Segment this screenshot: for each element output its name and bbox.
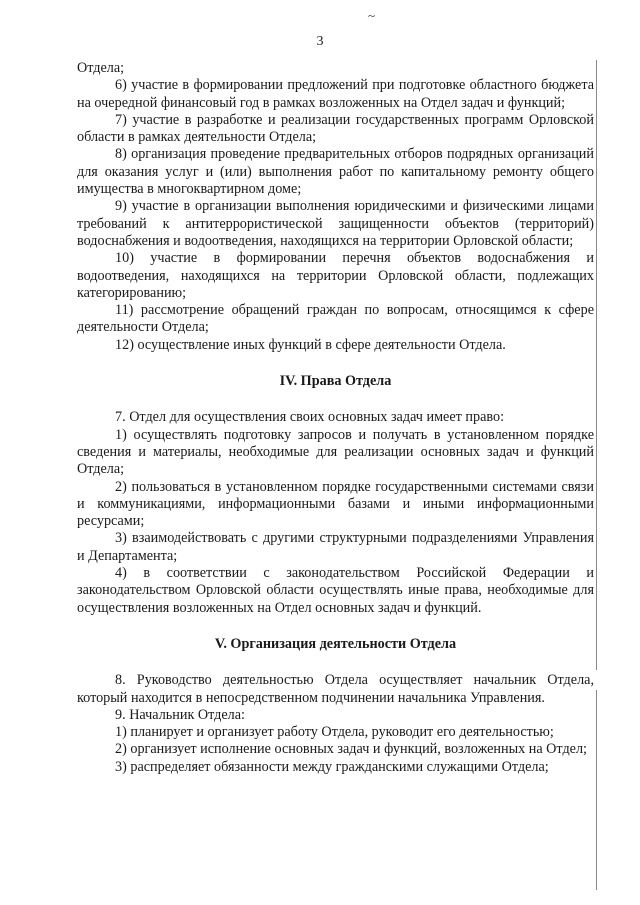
document-body [77, 60, 594, 776]
paragraph: 7. Отдел для осуществления своих основных задач имеет право: [115, 409, 505, 426]
rights-list [77, 409, 594, 617]
paragraph: 1) осуществлять подготовку запросов и получать в установленном порядке сведения и материалы, необходимые для реализации основных задач и функций Отдела; [77, 426, 594, 478]
paragraph: 12) осуществление иных функций в сфере деятельности Отдела. [115, 336, 506, 353]
paragraph: 1) планирует и организует работу Отдела, руководит его деятельностью; [115, 724, 554, 741]
section-heading-organization: V. Организация деятельности Отдела [214, 635, 457, 652]
paragraph: 9) участие в организации выполнения юридическими и физическими лицами требований к антитеррористической защищенности объектов (территорий) водоснабжения и водоотведения, находящихся на территории Орловской области; [77, 198, 594, 249]
organization-list [77, 672, 594, 776]
paragraph: 3) распределяет обязанности между гражданскими служащими Отдела; [115, 758, 549, 775]
paragraph: 8. Руководство деятельностью Отдела осуществляет начальник Отдела, который находится в непосредственном подчинении начальника Управления. [77, 672, 594, 706]
paragraph: 4) в соответствии с законодательством Российской Федерации и законодательством Орловской области осуществлять иные права, необходимые для осуществления возложенных на Отдел основных задач и функций. [77, 565, 594, 616]
scan-edge-line [596, 690, 597, 890]
paragraph: 8) организация проведение предварительных отборов подрядных организаций для оказания услуг и (или) выполнения работ по капитальному ремонту общего имущества в многоквартирном доме; [77, 146, 594, 198]
section-heading-rights: IV. Права Отдела [279, 373, 392, 390]
scan-mark: ~ [368, 8, 376, 23]
paragraph-lead: Отдела; [77, 60, 125, 76]
paragraph: 10) участие в формировании перечня объектов водоснабжения и водоотведения, находящихся на территории Орловской области, подлежащих категорированию; [77, 250, 594, 301]
functions-list [77, 77, 594, 354]
paragraph: 6) участие в формировании предложений при подготовке областного бюджета на очередной финансовый год в рамках возложенных на Отдел задач и функций; [77, 77, 594, 111]
paragraph: 2) организует исполнение основных задач и функций, возложенных на Отдел; [115, 741, 587, 758]
scan-edge-line [596, 60, 597, 670]
paragraph: 2) пользоваться в установленном порядке государственными системами связи и коммуникациями, информационными базами и иными информационными ресурсами; [77, 478, 594, 530]
paragraph: 3) взаимодействовать с другими структурными подразделениями Управления и Департамента; [77, 530, 594, 564]
page-number: 3 [316, 34, 324, 49]
paragraph: 7) участие в разработке и реализации государственных программ Орловской области в рамках деятельности Отдела; [77, 111, 594, 146]
paragraph: 11) рассмотрение обращений граждан по вопросам, относящимся к сфере деятельности Отдела; [77, 302, 594, 336]
paragraph: 9. Начальник Отдела: [115, 706, 245, 723]
